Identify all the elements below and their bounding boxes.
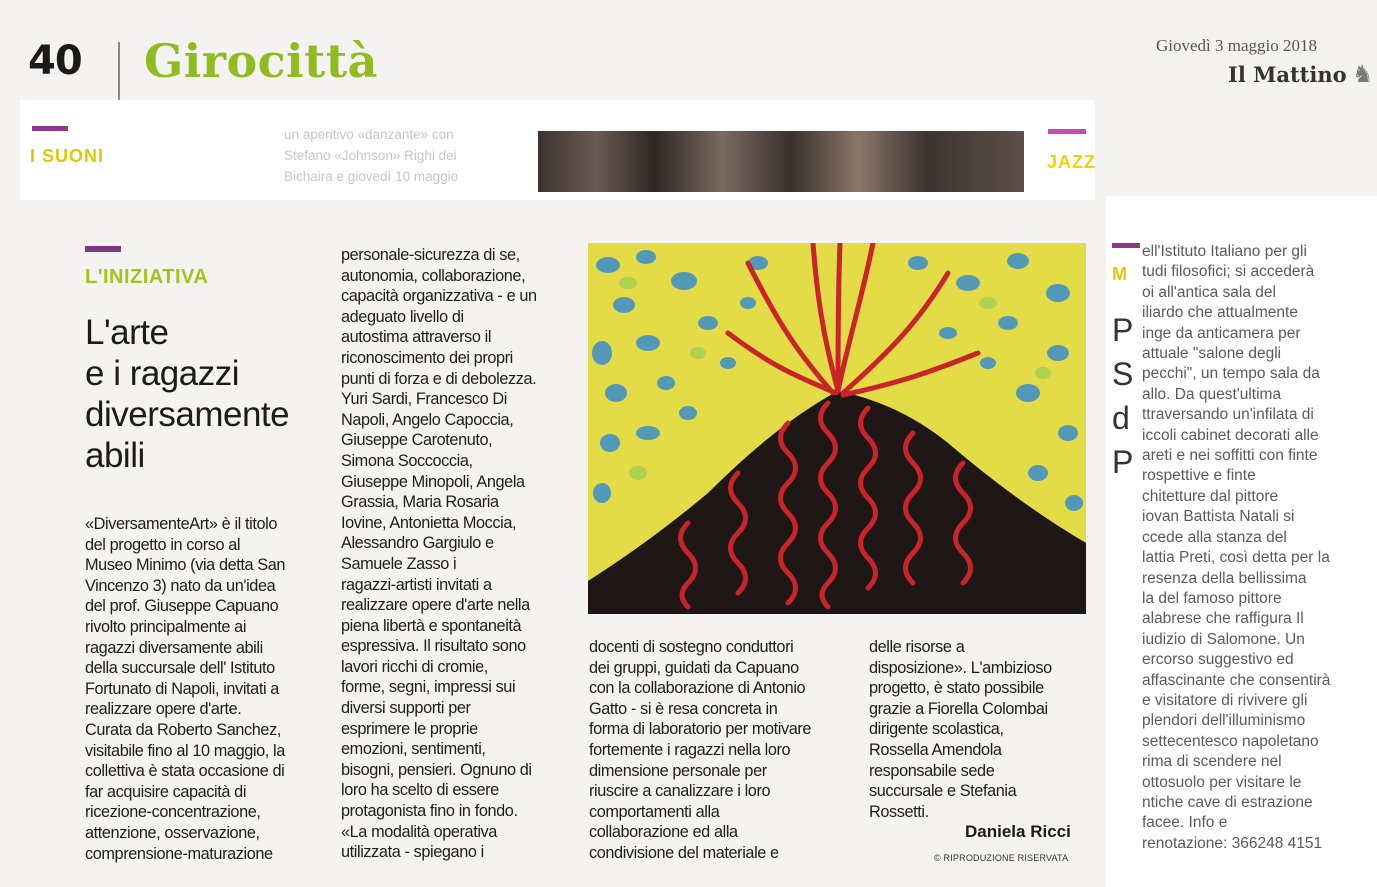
text-line: Alessandro Gargiulo e	[341, 534, 494, 553]
right-fragment-line: oi all'antica sala del	[1142, 283, 1276, 301]
text-line: dimensione personale per	[589, 761, 767, 780]
page-number: 40	[28, 38, 82, 84]
text-line: forma di laboratorio per motivare	[589, 720, 812, 739]
article-kicker: L'INIZIATIVA	[85, 266, 209, 288]
text-line: realizzare opere d'arte nella	[341, 596, 530, 615]
text-line: comportamenti alla	[589, 802, 720, 821]
text-line: emozioni, sentimenti,	[341, 740, 486, 759]
text-line: grazie a Fiorella Colombai	[869, 699, 1048, 718]
text-line: forme, segni, impressi sui	[341, 678, 516, 697]
text-line: far acquisire capacità di	[85, 782, 247, 801]
text-line: Grassia, Maria Rosaria	[341, 493, 499, 512]
text-line: Rossetti.	[869, 802, 929, 821]
right-fragment-line: ntiche cave di estrazione	[1142, 793, 1313, 811]
text-line: «DiversamenteArt» è il titolo	[85, 515, 278, 533]
text-line: responsabile sede	[869, 761, 995, 780]
right-fragment-line: iovan Battista Natali si	[1142, 508, 1295, 526]
text-line: attenzione, osservazione,	[85, 823, 260, 842]
newspaper-name: Il Mattino	[1228, 62, 1347, 87]
copyright-notice: © RIPRODUZIONE RISERVATA	[934, 853, 1069, 863]
right-fragment-line: plendori dell'illuminismo	[1142, 712, 1306, 730]
text-line: progetto, è stato possibile	[869, 679, 1044, 698]
right-fragment-line: settecentesco napoletano	[1142, 732, 1319, 750]
headline-line: e i ragazzi	[85, 354, 240, 393]
right-fragment-line: tudi filosofici; si accederà	[1142, 263, 1315, 281]
strip-text-line: Stefano «Johnson» Righi dei	[284, 148, 457, 163]
right-fragment-line: allo. Da quest'ultima	[1142, 385, 1282, 403]
text-line: collettiva è stata occasione di	[85, 762, 285, 781]
right-fragment-line: renotazione: 366248 4151	[1142, 834, 1323, 852]
text-line: con la collaborazione di Antonio	[589, 679, 806, 698]
right-fragment-line: chitetture dal pittore	[1142, 487, 1279, 505]
text-line: personale-sicurezza di se,	[341, 246, 520, 264]
article-column-3	[589, 637, 849, 864]
issue-date: Giovedì 3 maggio 2018	[1156, 36, 1318, 55]
right-fragment-line: attuale "salone degli	[1142, 345, 1282, 363]
strip-text	[284, 124, 514, 187]
right-fragment-line: iliardo che attualmente	[1142, 304, 1298, 322]
text-line: «La modalità operativa	[341, 822, 497, 841]
article-headline	[85, 312, 325, 476]
masthead-divider	[118, 42, 120, 104]
right-fragment-text	[1142, 242, 1352, 854]
strip-text-line: Bichaira e giovedì 10 maggio	[284, 169, 459, 184]
right-fragment-line: ottosuolo per visitare le	[1142, 773, 1302, 791]
text-line: visitabile fino al 10 maggio, la	[85, 741, 285, 760]
text-line: diversi supporti per	[341, 699, 471, 718]
text-line: Rossella Amendola	[869, 740, 1002, 759]
text-line: esprimere le proprie	[341, 719, 478, 738]
headline-line: diversamente	[85, 395, 290, 434]
text-line: adeguato livello di	[341, 307, 464, 326]
text-line: fortemente i ragazzi nella loro	[589, 740, 791, 759]
right-fragment-line: rima di scendere nel	[1142, 753, 1282, 771]
text-line: autostima attraverso il	[341, 328, 492, 347]
text-line: del progetto in corso al	[85, 535, 241, 554]
strip-accent-bar	[32, 126, 68, 131]
text-line: espressiva. Il risultato sono	[341, 637, 526, 656]
text-line: Simona Soccoccia,	[341, 451, 473, 470]
text-line: condivisione del materiale e	[589, 843, 779, 862]
section-title: Girocittà	[144, 34, 378, 88]
text-line: Yuri Sardi, Francesco Di	[341, 390, 507, 409]
text-line: della succursale dell' Istituto	[85, 659, 275, 678]
right-fragment-line: resenza della bellissima	[1142, 569, 1307, 587]
headline-line: abili	[85, 436, 145, 475]
text-line: loro ha scelto di essere	[341, 781, 499, 800]
text-line: punti di forza e di debolezza.	[341, 369, 537, 388]
article-byline: Daniela Ricci	[965, 822, 1071, 841]
text-line: Napoli, Angelo Capoccia,	[341, 410, 514, 429]
text-line: Fortunato di Napoli, invitati a	[85, 679, 279, 698]
right-fragment-line: e visitatore di rivivere gli	[1142, 691, 1308, 709]
text-line: collaborazione ed alla	[589, 823, 738, 842]
text-line: Gatto - si è resa concreta in	[589, 699, 778, 718]
text-line: dirigente scolastica,	[869, 720, 1004, 739]
volcano-painting	[588, 243, 1086, 614]
right-fragment-kicker: M	[1112, 264, 1127, 284]
strip-accent-bar-jazz	[1048, 129, 1086, 134]
right-fragment-line: lattia Preti, così detta per la	[1142, 549, 1330, 567]
text-line: dei gruppi, guidati da Capuano	[589, 658, 799, 677]
right-fragment-line: la del famoso pittore	[1142, 589, 1282, 607]
text-line: riconoscimento dei propri	[341, 348, 513, 367]
right-fragment-line: pecchi", un tempo sala da	[1142, 365, 1320, 383]
text-line: Samuele Zasso i	[341, 554, 457, 573]
text-line: rivolto principalmente ai	[85, 617, 247, 636]
text-line: ragazzi diversamente abili	[85, 638, 263, 657]
horse-emblem-icon: ♞	[1352, 61, 1374, 88]
text-line: disposizione». L'ambizioso	[869, 658, 1052, 677]
right-fragment-line: facee. Info e	[1142, 814, 1228, 832]
article-column-4	[869, 637, 1084, 822]
strip-text-line: un aperitivo «danzante» con	[284, 127, 454, 142]
text-line: Iovine, Antonietta Moccia,	[341, 513, 517, 532]
text-line: Giuseppe Carotenuto,	[341, 431, 493, 450]
right-fragment-big-letter: S	[1112, 356, 1134, 392]
right-fragment-accent-bar	[1112, 243, 1140, 248]
text-line: Curata da Roberto Sanchez,	[85, 720, 281, 739]
right-fragment-line: inge da anticamera per	[1142, 324, 1301, 342]
text-line: autonomia, collaborazione,	[341, 266, 526, 285]
article-column-2	[341, 245, 569, 863]
right-fragment-big-letter: d	[1112, 400, 1130, 436]
strip-label-jazz: JAZZ	[1047, 152, 1096, 172]
right-fragment-big-letter: P	[1112, 312, 1134, 348]
right-fragment-line: ccede alla stanza del	[1142, 528, 1287, 546]
headline-line: L'arte	[85, 313, 169, 352]
right-fragment-line: areti e nei soffitti con finte	[1142, 447, 1318, 465]
text-line: protagonista fino in fondo.	[341, 802, 518, 821]
right-fragment-line: iudizio di Salomone. Un	[1142, 630, 1305, 648]
right-fragment-line: affascinante che consentirà	[1142, 671, 1331, 689]
text-line: Vincenzo 3) nato da un'idea	[85, 576, 276, 595]
text-line: ragazzi-artisti invitati a	[341, 575, 492, 594]
kicker-accent-bar	[85, 246, 121, 252]
text-line: lavori ricchi di cromie,	[341, 657, 488, 676]
text-line: Museo Minimo (via detta San	[85, 556, 286, 575]
strip-photo	[538, 131, 1024, 192]
strip-label-suoni: I SUONI	[30, 146, 105, 166]
text-line: bisogni, pensieri. Ognuno di	[341, 760, 532, 779]
text-line: del prof. Giuseppe Capuano	[85, 597, 279, 616]
text-line: Giuseppe Minopoli, Angela	[341, 472, 525, 491]
right-fragment-line: rospettive e finte	[1142, 467, 1256, 485]
text-line: ricezione-concentrazione,	[85, 803, 261, 822]
right-fragment-line: alabrese che raffigura Il	[1142, 610, 1304, 628]
article-column-1	[85, 514, 317, 864]
text-line: comprensione-maturazione	[85, 844, 273, 863]
text-line: realizzare opere d'arte.	[85, 700, 242, 719]
right-fragment-line: ttraversando un'infilata di	[1142, 406, 1314, 424]
right-fragment-line: iccoli cabinet decorati alle	[1142, 426, 1319, 444]
text-line: docenti di sostegno conduttori	[589, 638, 794, 656]
text-line: riuscire a canalizzare i loro	[589, 782, 771, 801]
text-line: piena libertà e spontaneità	[341, 616, 522, 635]
text-line: utilizzata - spiegano i	[341, 843, 484, 862]
right-fragment-big-letter: P	[1112, 444, 1134, 480]
right-fragment-line: ercorso suggestivo ed	[1142, 651, 1294, 669]
text-line: succursale e Stefania	[869, 782, 1017, 801]
text-line: delle risorse a	[869, 638, 965, 656]
text-line: capacità organizzativa - e un	[341, 287, 537, 306]
right-fragment-line: ell'Istituto Italiano per gli	[1142, 243, 1307, 260]
